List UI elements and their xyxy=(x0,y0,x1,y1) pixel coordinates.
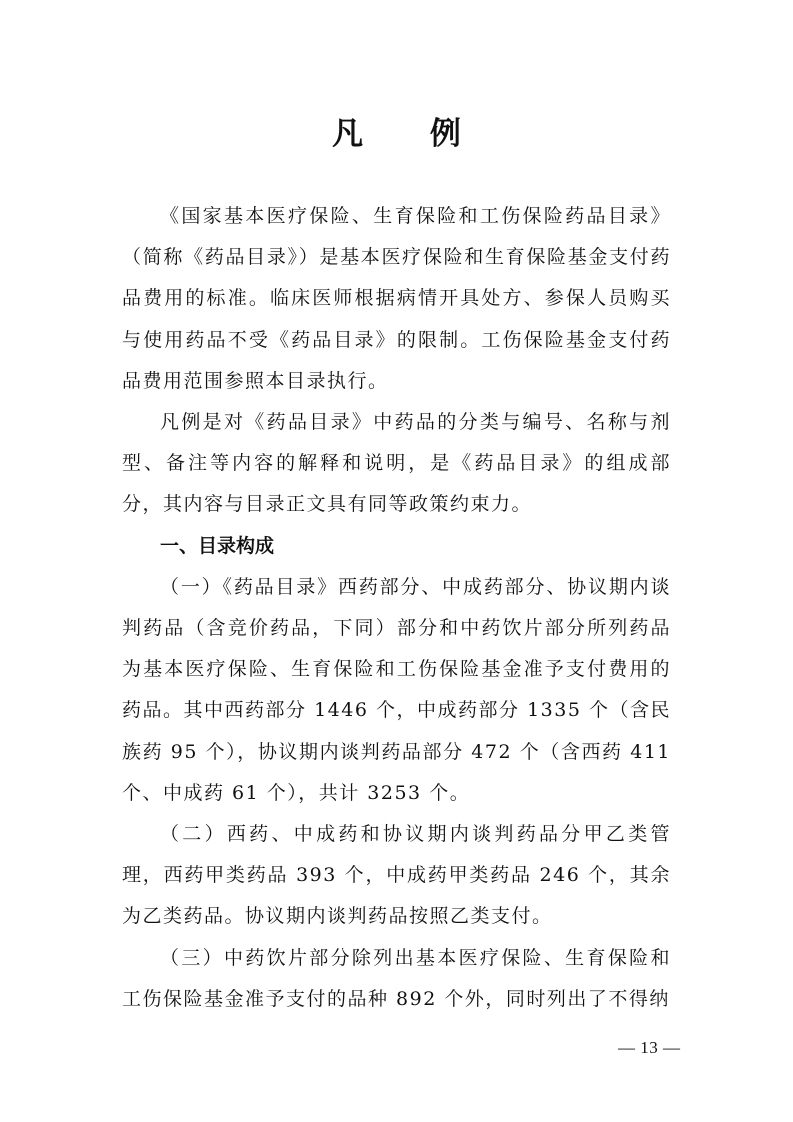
catalog-item-3: （三）中药饮片部分除列出基本医疗保险、生育保险和工伤保险基金准予支付的品种 892 个外，同时列出了不得纳 xyxy=(122,946,671,1010)
page-title: 凡 例 xyxy=(332,116,489,152)
fanli-description-paragraph: 凡例是对《药品目录》中药品的分类与编号、名称与剂型、备注等内容的解释和说明，是《药品目录》的组成部分，其内容与目录正文具有同等政策约束力。 xyxy=(122,411,671,516)
document-body xyxy=(122,196,671,1020)
catalog-item-2: （二）西药、中成药和协议期内谈判药品分甲乙类管理，西药甲类药品 393 个，中成药甲类药品 246 个，其余为乙类药品。协议期内谈判药品按照乙类支付。 xyxy=(122,823,671,928)
section-heading-catalog-composition: 一、目录构成 xyxy=(160,534,275,557)
intro-paragraph: 《国家基本医疗保险、生育保险和工伤保险药品目录》（简称《药品目录》）是基本医疗保险和生育保险基金支付药品费用的标准。临床医师根据病情开具处方、参保人员购买与使用药品不受《药品目录》的限制。工伤保险基金支付药品费用范围参照本目录执行。 xyxy=(122,205,671,392)
page-number: — 13 — xyxy=(618,1038,681,1057)
catalog-item-1: （一）《药品目录》西药部分、中成药部分、协议期内谈判药品（含竞价药品，下同）部分和中药饮片部分所列药品为基本医疗保险、生育保险和工伤保险基金准予支付费用的药品。其中西药部分 1446 个，中成药部分 1335 个（含民族药 95 个），协议期内谈判药品部分 472 个（含西药 411 个、中成药 61 个），共计 3253 个。 xyxy=(122,575,671,804)
